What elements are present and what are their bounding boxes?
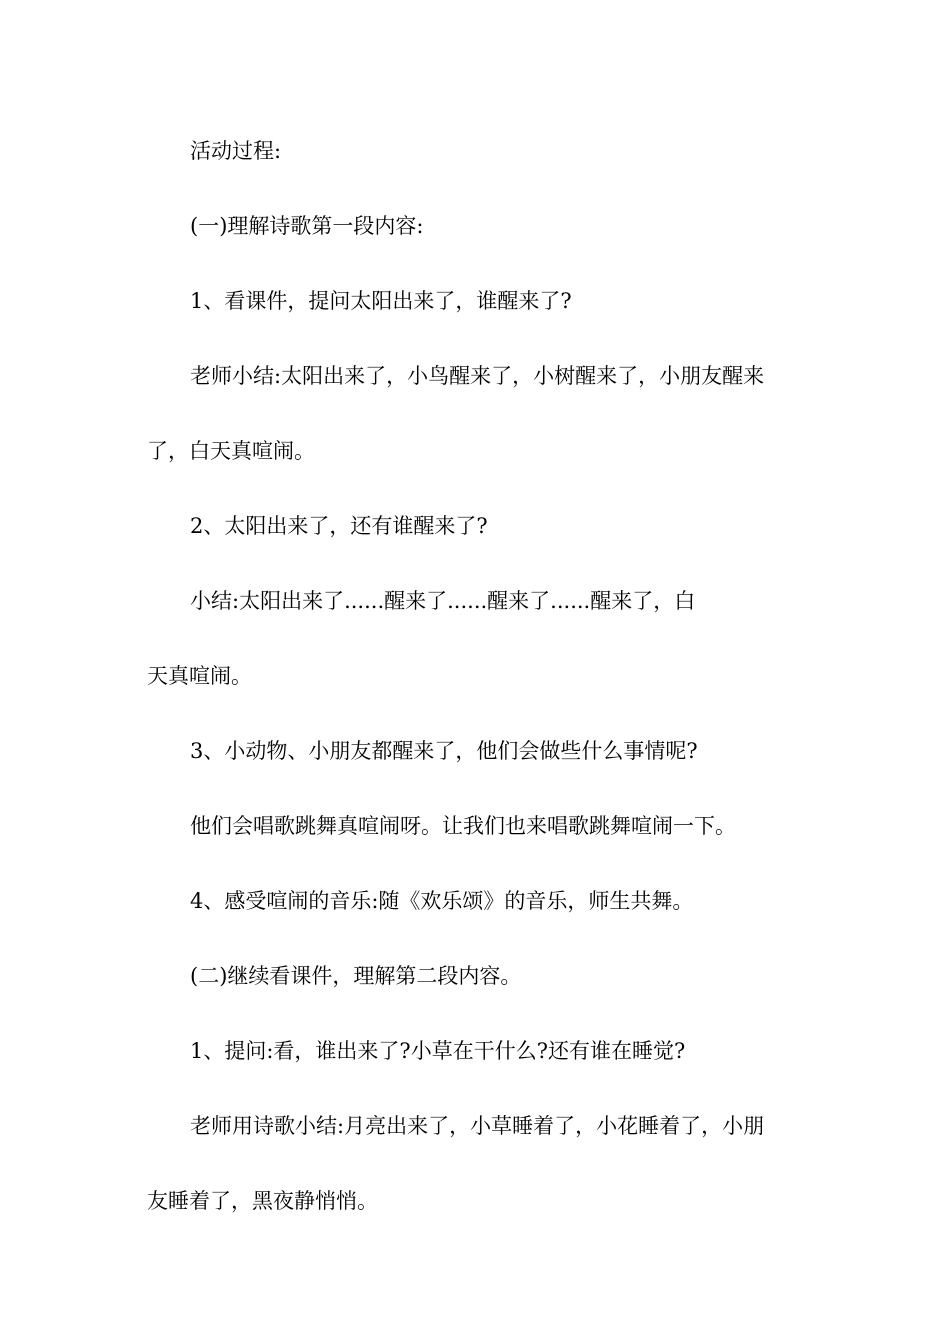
paragraph-summary-2-cont: 天真喧闹。 xyxy=(147,664,252,688)
paragraph-step-3: 3、小动物、小朋友都醒来了，他们会做些什么事情呢? xyxy=(190,739,698,763)
paragraph-step-1: 1、看课件，提问太阳出来了，谁醒来了? xyxy=(190,289,572,313)
paragraph-activity-process: 活动过程: xyxy=(190,139,282,163)
paragraph-section-two-heading: (二)继续看课件，理解第二段内容。 xyxy=(190,964,522,988)
paragraph-step-4: 4、感受喧闹的音乐:随《欢乐颂》的音乐，师生共舞。 xyxy=(190,889,694,913)
paragraph-section-two-step-1: 1、提问:看，谁出来了?小草在干什么?还有谁在睡觉? xyxy=(190,1039,686,1063)
paragraph-teacher-summary-1-cont: 了，白天真喧闹。 xyxy=(147,439,315,463)
paragraph-step-2: 2、太阳出来了，还有谁醒来了? xyxy=(190,514,488,538)
paragraph-teacher-poem-summary-cont: 友睡着了，黑夜静悄悄。 xyxy=(147,1189,378,1213)
paragraph-teacher-poem-summary: 老师用诗歌小结:月亮出来了，小草睡着了，小花睡着了，小朋 xyxy=(190,1114,765,1138)
paragraph-sing-dance: 他们会唱歌跳舞真喧闹呀。让我们也来唱歌跳舞喧闹一下。 xyxy=(190,814,736,838)
paragraph-teacher-summary-1: 老师小结:太阳出来了，小鸟醒来了，小树醒来了，小朋友醒来 xyxy=(190,364,765,388)
paragraph-summary-2: 小结:太阳出来了......醒来了......醒来了......醒来了，白 xyxy=(190,589,696,613)
paragraph-section-one-heading: (一)理解诗歌第一段内容: xyxy=(190,214,424,238)
